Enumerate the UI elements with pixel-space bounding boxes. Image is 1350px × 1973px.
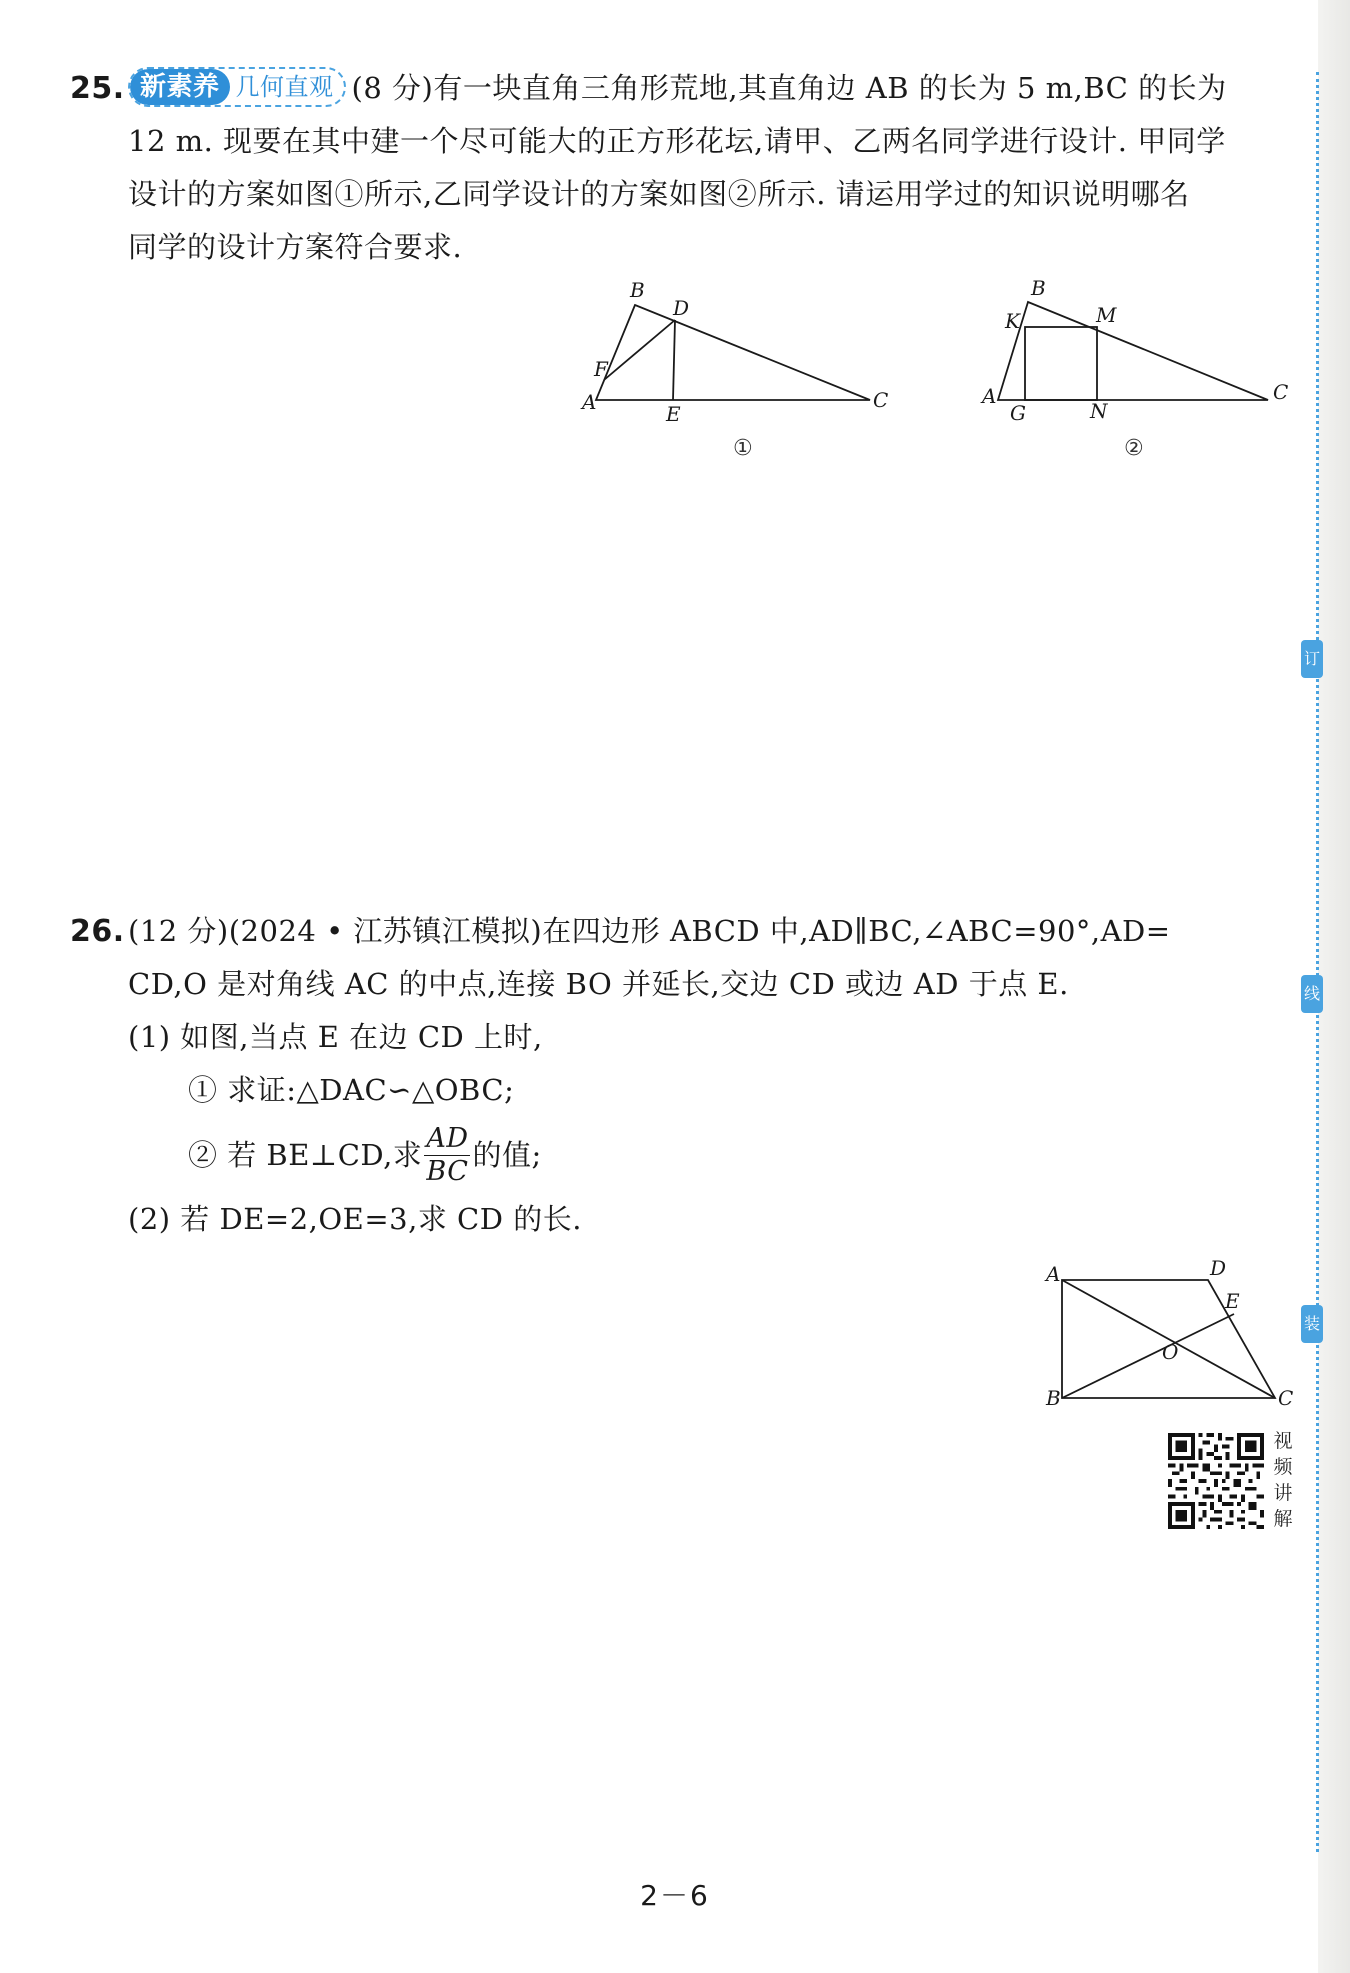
- side-tab-ding: 订: [1301, 640, 1323, 678]
- question-number: 26.: [70, 914, 125, 949]
- q26-part-1: (1) 如图,当点 E 在边 CD 上时,: [128, 1020, 543, 1054]
- label-a: A: [982, 384, 997, 408]
- figure-q26: [1040, 1258, 1310, 1418]
- part-1b-post: 的值;: [472, 1138, 542, 1172]
- page-number: 2－6: [640, 1879, 710, 1912]
- side-tab-xian: 线: [1301, 975, 1323, 1013]
- label-b: B: [1031, 276, 1046, 300]
- q25-line-3: 设计的方案如图①所示,乙同学设计的方案如图②所示. 请运用学过的知识说明哪名: [128, 177, 1190, 211]
- label-d: D: [673, 296, 690, 320]
- q26-part-1b: [70, 1117, 1295, 1193]
- label-a: A: [1046, 1262, 1061, 1286]
- q25-line-1: [70, 62, 1295, 115]
- q25-text: (8 分)有一块直角三角形荒地,其直角边 AB 的长为 5 m,BC 的长为: [351, 71, 1227, 105]
- tag-sub: 几何直观: [235, 73, 334, 101]
- label-c: C: [1273, 380, 1289, 404]
- label-o: O: [1162, 1340, 1179, 1364]
- label-e: E: [666, 402, 681, 426]
- question-26: [70, 905, 1295, 1246]
- label-c: C: [873, 388, 889, 412]
- q26-text: (12 分)(2024 • 江苏镇江模拟)在四边形 ABCD 中,AD∥BC,∠ABC=90°,AD=: [128, 914, 1171, 948]
- label-e: E: [1225, 1289, 1240, 1313]
- figure-1: [570, 275, 900, 475]
- fraction-numerator: AD: [426, 1122, 469, 1154]
- qr-caption-char: 解: [1273, 1508, 1293, 1530]
- literacy-tag: [128, 67, 346, 107]
- q26-part-1a: ① 求证:△DAC∽△OBC;: [188, 1073, 515, 1107]
- qr-caption-char: 视: [1273, 1430, 1293, 1452]
- q25-line-2: 12 m. 现要在其中建一个尽可能大的正方形花坛,请甲、乙两名同学进行设计. 甲同学: [128, 124, 1226, 158]
- tag-main: 新素养: [130, 69, 230, 105]
- qr-caption: [1272, 1428, 1294, 1532]
- part-1b-pre: ② 若 BE⊥CD,求: [188, 1138, 423, 1172]
- label-c: C: [1278, 1386, 1294, 1410]
- label-b: B: [1046, 1386, 1061, 1410]
- question-25: [70, 62, 1295, 274]
- fig2-caption: ②: [1124, 436, 1144, 461]
- fig1-square-side-fd: [604, 320, 675, 380]
- label-f: F: [594, 357, 608, 381]
- label-n: N: [1090, 399, 1108, 423]
- qr-code[interactable]: [1168, 1433, 1264, 1529]
- label-m: M: [1096, 303, 1117, 327]
- fig2-square: [1025, 327, 1097, 400]
- figure-2: [978, 275, 1298, 475]
- fig2-triangle: [998, 302, 1268, 400]
- label-g: G: [1010, 401, 1026, 425]
- q25-line-4: 同学的设计方案符合要求.: [128, 230, 463, 264]
- label-k: K: [1005, 309, 1020, 333]
- q26-part-2: (2) 若 DE=2,OE=3,求 CD 的长.: [128, 1202, 582, 1236]
- fraction-denominator: BC: [426, 1155, 469, 1187]
- label-d: D: [1210, 1258, 1227, 1280]
- qr-caption-char: 讲: [1273, 1482, 1293, 1504]
- fig1-caption: ①: [733, 436, 753, 461]
- fig1-square-side-de: [673, 320, 675, 400]
- q26-line-1: [70, 905, 1295, 958]
- label-b: B: [630, 278, 645, 302]
- cut-line: [1316, 72, 1319, 1852]
- fraction-ad-bc: [424, 1123, 470, 1188]
- label-a: A: [582, 390, 597, 414]
- qr-caption-char: 频: [1273, 1456, 1293, 1478]
- side-tab-zhuang: 装: [1301, 1305, 1323, 1343]
- q26-line-2: CD,O 是对角线 AC 的中点,连接 BO 并延长,交边 CD 或边 AD 于点 E.: [128, 967, 1069, 1001]
- question-number: 25.: [70, 71, 125, 106]
- segment-be: [1062, 1314, 1234, 1398]
- diagonal-ac: [1062, 1280, 1275, 1398]
